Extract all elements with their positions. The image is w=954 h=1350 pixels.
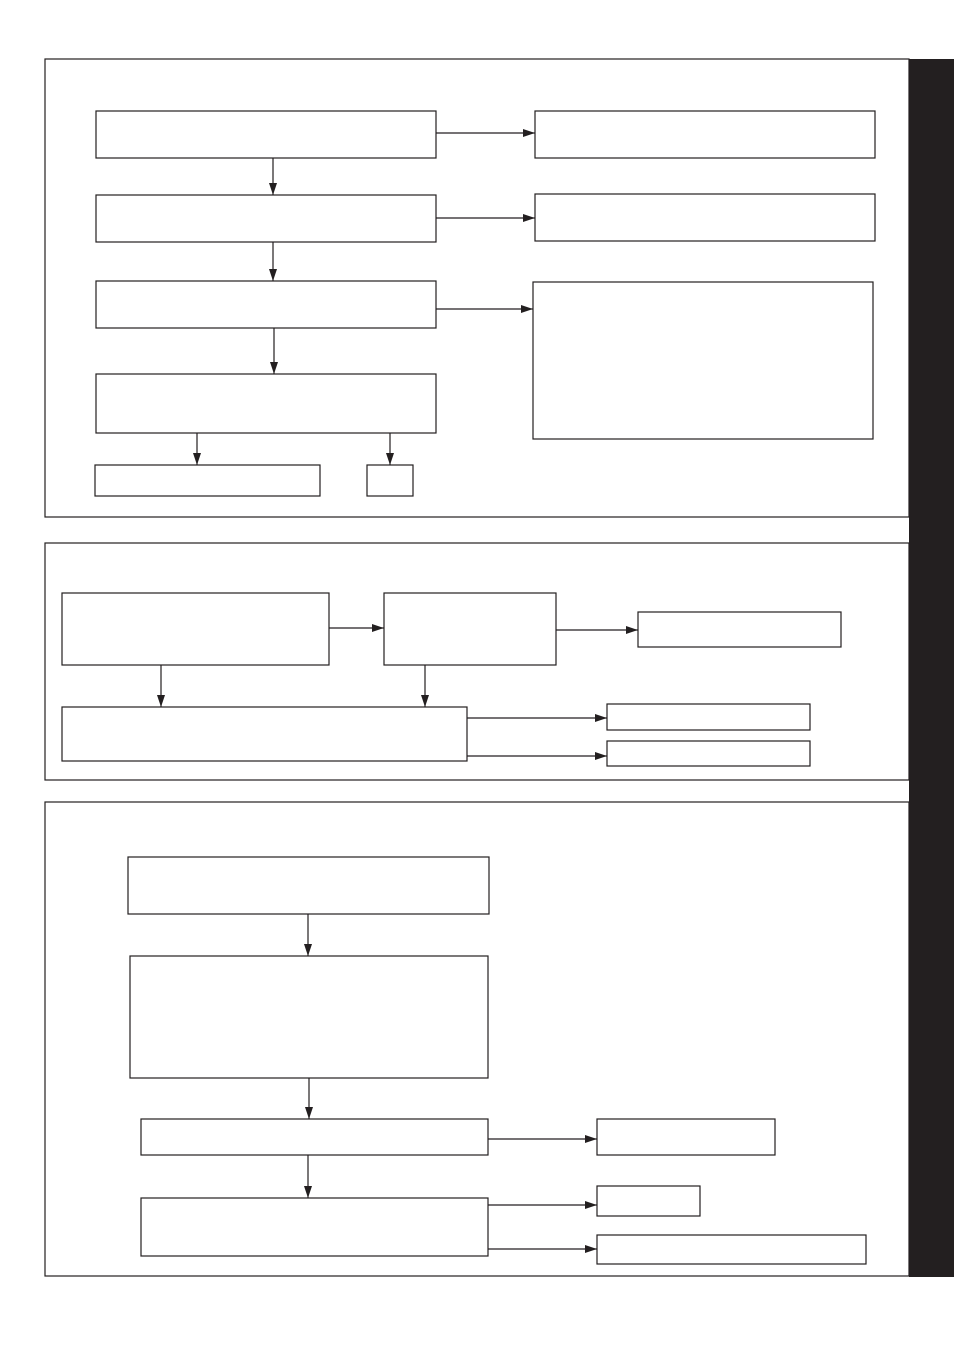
flow-box (62, 593, 329, 665)
flow-box (95, 465, 320, 496)
flow-box (535, 194, 875, 241)
flowchart-panel-3 (45, 802, 909, 1276)
side-tab (909, 59, 954, 1277)
flow-box (96, 111, 436, 158)
flow-box (96, 281, 436, 328)
flow-box (96, 195, 436, 242)
flow-box (638, 612, 841, 647)
flow-box (128, 857, 489, 914)
flow-box (607, 741, 810, 766)
flow-box (62, 707, 467, 761)
flow-box (141, 1119, 488, 1155)
flow-box (130, 956, 488, 1078)
flowchart-panel-2 (45, 543, 909, 780)
flow-box (141, 1198, 488, 1256)
flow-box (535, 111, 875, 158)
flowchart-panel-1 (45, 59, 909, 517)
flow-box (597, 1186, 700, 1216)
flow-box (597, 1235, 866, 1264)
flow-box (367, 465, 413, 496)
flow-box (533, 282, 873, 439)
flow-box (607, 704, 810, 730)
flow-box (384, 593, 556, 665)
flow-box (96, 374, 436, 433)
flow-box (597, 1119, 775, 1155)
